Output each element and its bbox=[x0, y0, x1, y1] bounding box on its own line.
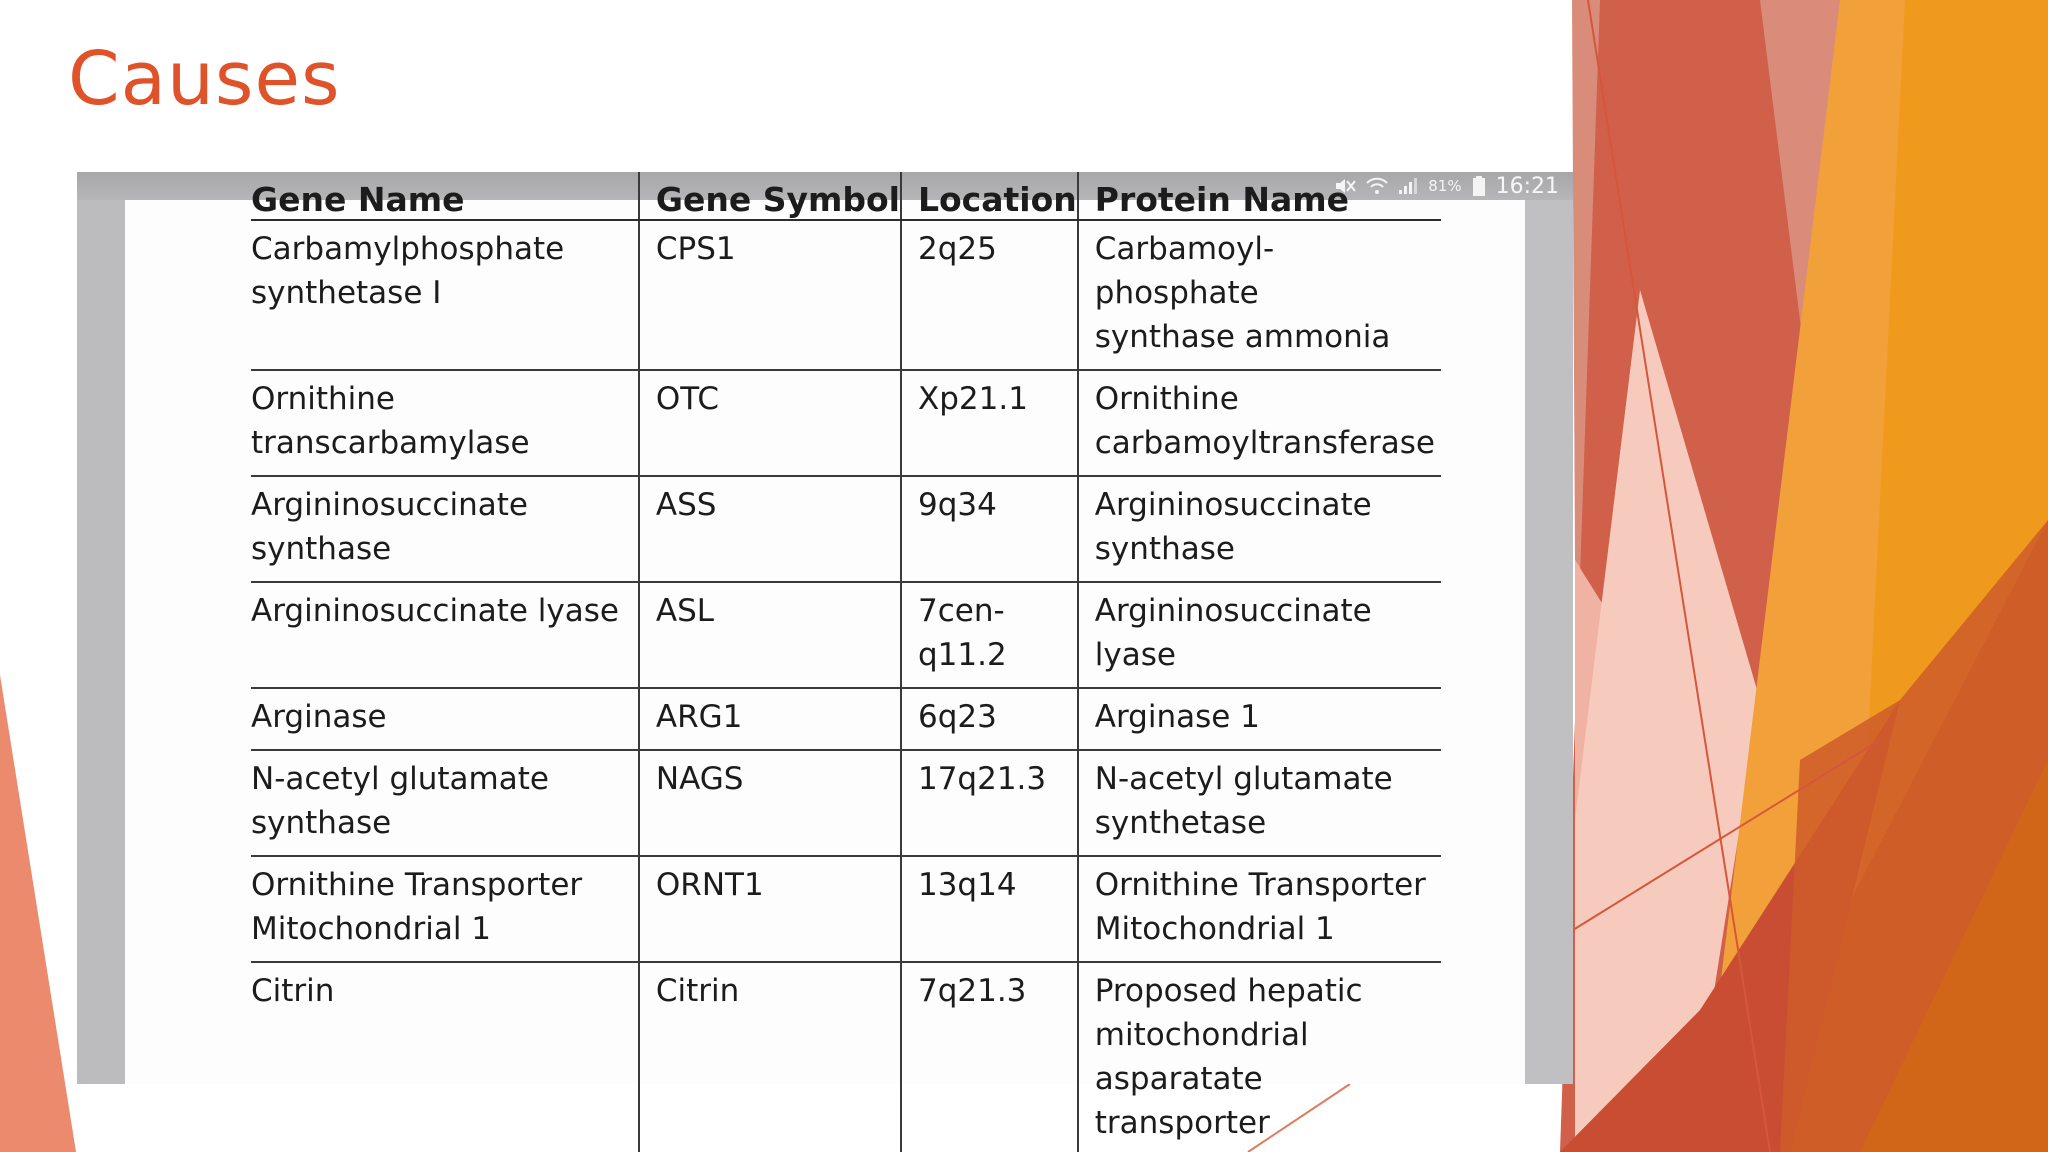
cell-gene-name bbox=[251, 476, 639, 582]
cell-gene-name bbox=[251, 856, 639, 962]
cell-protein-name-line: Argininosuccinate bbox=[1094, 487, 1372, 523]
cell-protein-name-line: synthetase bbox=[1094, 805, 1267, 841]
cell-protein-name-line: Argininosuccinate bbox=[1094, 593, 1372, 629]
header-protein-name: Protein Name bbox=[1078, 172, 1441, 220]
cell-location bbox=[901, 962, 1078, 1152]
cell-protein-name-line: lyase bbox=[1094, 637, 1176, 673]
cell-protein-name bbox=[1078, 856, 1441, 962]
table-row bbox=[251, 750, 1441, 856]
cell-gene-name bbox=[251, 582, 639, 688]
slide-title: Causes bbox=[68, 36, 341, 122]
cell-protein-name-line: Arginase 1 bbox=[1094, 699, 1260, 735]
cell-location bbox=[901, 856, 1078, 962]
cell-protein-name-line: synthase ammonia bbox=[1094, 319, 1391, 355]
gene-table bbox=[251, 172, 1441, 1152]
cell-gene-name-line: Arginase bbox=[251, 699, 387, 735]
cell-protein-name-line: Ornithine Transporter bbox=[1094, 867, 1426, 903]
cell-location-line: q11.2 bbox=[917, 637, 1007, 673]
table-row bbox=[251, 476, 1441, 582]
cell-gene-name-line: synthetase I bbox=[251, 275, 442, 311]
table-body bbox=[251, 220, 1441, 1152]
cell-protein-name-line: Ornithine bbox=[1094, 381, 1239, 417]
cell-protein-name-line: mitochondrial bbox=[1094, 1017, 1309, 1053]
cell-gene-name-line: Ornithine transcarbamylase bbox=[251, 381, 530, 461]
cell-gene-name bbox=[251, 688, 639, 750]
cell-gene-name-line: Carbamylphosphate bbox=[251, 231, 565, 267]
cell-location bbox=[901, 370, 1078, 476]
battery-percent: 81% bbox=[1428, 177, 1462, 195]
table-row bbox=[251, 582, 1441, 688]
cell-location-line: 7q21.3 bbox=[917, 973, 1027, 1009]
cell-protein-name bbox=[1078, 220, 1441, 370]
cell-location-line: 17q21.3 bbox=[917, 761, 1047, 797]
cell-location bbox=[901, 582, 1078, 688]
cell-gene-symbol: OTC bbox=[639, 370, 901, 476]
cell-gene-name-line: Citrin bbox=[251, 973, 335, 1009]
cell-gene-name-line: synthase bbox=[251, 805, 392, 841]
cell-gene-name-line: Argininosuccinate synthase bbox=[251, 487, 528, 567]
cell-protein-name-line: asparatate transporter bbox=[1094, 1061, 1270, 1141]
cell-gene-symbol: ASL bbox=[639, 582, 901, 688]
status-time: 16:21 bbox=[1495, 173, 1559, 199]
cell-location-line: 2q25 bbox=[917, 231, 997, 267]
cell-protein-name-line: Carbamoyl-phosphate bbox=[1094, 231, 1275, 311]
cell-protein-name bbox=[1078, 750, 1441, 856]
table-row bbox=[251, 856, 1441, 962]
cell-protein-name bbox=[1078, 582, 1441, 688]
table-row bbox=[251, 370, 1441, 476]
header-gene-symbol: Gene Symbol bbox=[639, 172, 901, 220]
table-header-row bbox=[251, 172, 1441, 220]
cell-gene-name-line: Mitochondrial 1 bbox=[251, 911, 492, 947]
cell-gene-symbol: CPS1 bbox=[639, 220, 901, 370]
cell-location bbox=[901, 220, 1078, 370]
cell-gene-symbol: NAGS bbox=[639, 750, 901, 856]
cell-protein-name bbox=[1078, 476, 1441, 582]
cell-gene-symbol: Citrin bbox=[639, 962, 901, 1152]
cell-protein-name-line: carbamoyltransferase bbox=[1094, 425, 1435, 461]
cell-protein-name-line: Proposed hepatic bbox=[1094, 973, 1363, 1009]
left-accent-shape bbox=[0, 675, 76, 1152]
table-screenshot bbox=[77, 172, 1573, 1141]
cell-protein-name-line: N-acetyl glutamate bbox=[1094, 761, 1393, 797]
header-gene-name: Gene Name bbox=[251, 172, 639, 220]
cell-gene-symbol: ORNT1 bbox=[639, 856, 901, 962]
cell-location-line: 13q14 bbox=[917, 867, 1017, 903]
cell-location bbox=[901, 750, 1078, 856]
cell-location-line: 7cen- bbox=[917, 593, 1005, 629]
cell-gene-name bbox=[251, 220, 639, 370]
cell-location-line: Xp21.1 bbox=[917, 381, 1028, 417]
cell-gene-name-line: Argininosuccinate lyase bbox=[251, 593, 619, 629]
cell-protein-name-line: synthase bbox=[1094, 531, 1235, 567]
cell-protein-name bbox=[1078, 370, 1441, 476]
cell-gene-name-line: Ornithine Transporter bbox=[251, 867, 583, 903]
battery-icon bbox=[1472, 176, 1486, 196]
cell-protein-name bbox=[1078, 962, 1441, 1152]
cell-gene-name bbox=[251, 750, 639, 856]
screenshot-frame-right bbox=[1525, 172, 1573, 1084]
cell-gene-symbol: ARG1 bbox=[639, 688, 901, 750]
cell-gene-name bbox=[251, 962, 639, 1152]
header-location: Location bbox=[901, 172, 1078, 220]
cell-protein-name-line: Mitochondrial 1 bbox=[1094, 911, 1335, 947]
cell-protein-name bbox=[1078, 688, 1441, 750]
cell-location bbox=[901, 476, 1078, 582]
screenshot-frame-left bbox=[77, 172, 125, 1084]
table-row bbox=[251, 962, 1441, 1152]
cell-location bbox=[901, 688, 1078, 750]
table-row bbox=[251, 220, 1441, 370]
cell-location-line: 6q23 bbox=[917, 699, 997, 735]
cell-gene-symbol: ASS bbox=[639, 476, 901, 582]
cell-gene-name-line: N-acetyl glutamate bbox=[251, 761, 549, 797]
cell-gene-name bbox=[251, 370, 639, 476]
cell-location-line: 9q34 bbox=[917, 487, 997, 523]
table-row bbox=[251, 688, 1441, 750]
